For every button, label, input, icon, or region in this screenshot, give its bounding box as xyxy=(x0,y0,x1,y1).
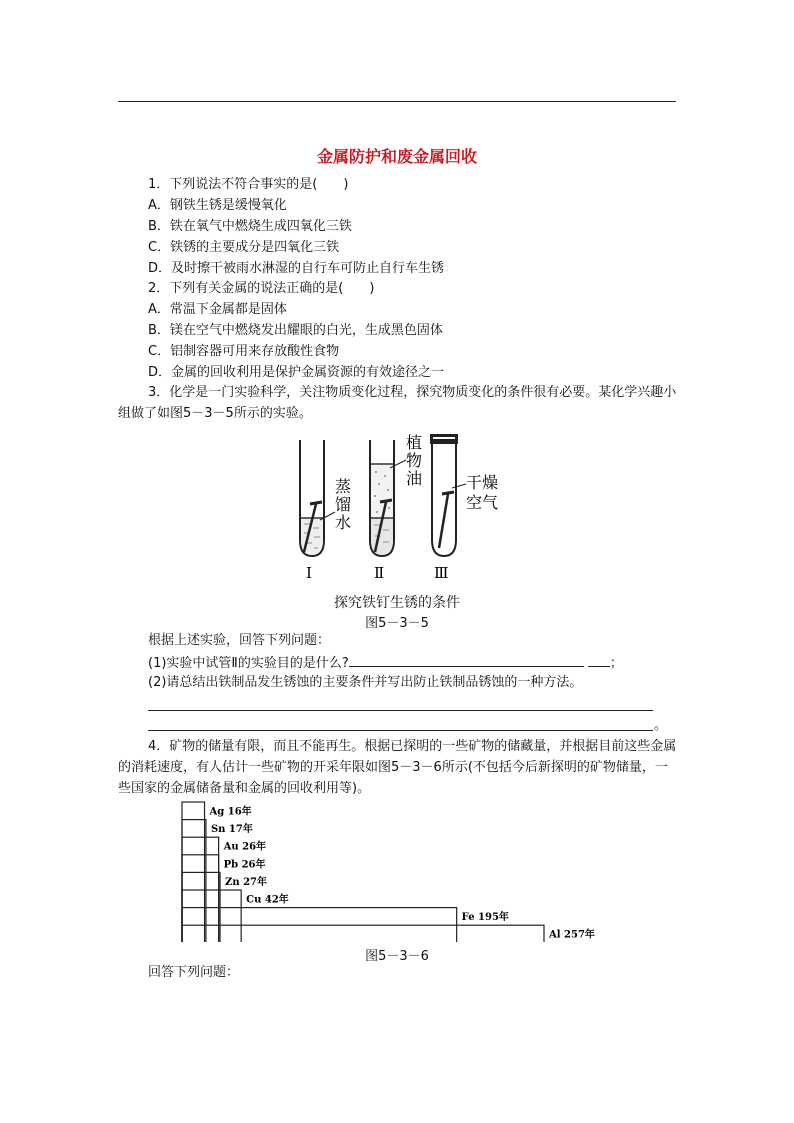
q2-stem: 2．下列有关金属的说法正确的是( ) xyxy=(148,281,375,296)
q1-option-d: D．及时擦干被雨水淋湿的自行车可防止自行车生锈 xyxy=(148,261,445,276)
q1-stem: 1．下列说法不符合事实的是( ) xyxy=(148,177,349,192)
q3-sub1-text: (1)实验中试管Ⅱ的实验目的是什么? xyxy=(148,656,349,671)
bar-label-cu: Cu 42年 xyxy=(246,894,289,906)
q1-option-b: B．铁在氧气中燃烧生成四氧化三铁 xyxy=(148,219,352,234)
q3-intro: 根据上述实验，回答下列问题： xyxy=(148,633,331,648)
test-tube-1 xyxy=(300,440,324,556)
label-distilled-water-3: 水 xyxy=(335,513,352,532)
label-dry-air-2: 空气 xyxy=(466,493,499,512)
q1-option-c: C．铁锈的主要成分是四氧化三铁 xyxy=(148,240,340,255)
answer-end-mark: 。 xyxy=(654,718,668,733)
bar-label-zn: Zn 27年 xyxy=(225,876,267,888)
bar-label-sn: Sn 17年 xyxy=(210,824,253,836)
q3-sub1-end: ； xyxy=(609,656,623,671)
bar-sn xyxy=(182,820,206,942)
header-rule xyxy=(118,101,676,102)
q3-sub1 xyxy=(148,654,623,672)
figure-caption: 探究铁钉生锈的条件 xyxy=(334,595,460,611)
tube-label-1: Ⅰ xyxy=(306,564,312,582)
test-tube-3 xyxy=(430,434,458,556)
answer-line-2[interactable] xyxy=(148,710,653,711)
label-dry-air-1: 干燥 xyxy=(466,473,499,492)
q4-after: 回答下列问题： xyxy=(148,965,240,980)
q1-option-a: A．钢铁生锈是缓慢氧化 xyxy=(148,198,287,213)
bar-al xyxy=(182,925,544,942)
q2-option-c: C．铝制容器可用来存放酸性食物 xyxy=(148,344,340,359)
bar-pb xyxy=(182,855,219,942)
label-vegetable-oil-2: 物 xyxy=(406,451,423,470)
iron-nail-3 xyxy=(439,494,448,548)
tube-label-2: Ⅱ xyxy=(374,564,385,582)
bar-cu xyxy=(182,890,241,942)
answer-line-3[interactable] xyxy=(148,730,653,731)
label-vegetable-oil-1: 植 xyxy=(406,433,423,452)
tube-label-3: Ⅲ xyxy=(434,564,449,582)
test-tube-2 xyxy=(370,440,394,556)
bar-label-fe: Fe 195年 xyxy=(461,912,509,924)
bar-label-ag: Ag 16年 xyxy=(209,806,252,818)
rust-experiment-figure xyxy=(290,432,510,582)
mining-years-chart xyxy=(176,798,616,942)
answer-blank-1b[interactable] xyxy=(588,654,610,667)
label-vegetable-oil-3: 油 xyxy=(406,469,423,488)
page-title: 金属防护和废金属回收 xyxy=(316,147,477,166)
q2-option-a: A．常温下金属都是固体 xyxy=(148,302,287,317)
q3-text: 3．化学是一门实验科学，关注物质变化过程，探究物质变化的条件很有必要。某化学兴趣小组做了如图5－3－5所示的实验。 xyxy=(118,385,677,421)
label-distilled-water-1: 蒸 xyxy=(335,477,352,496)
label-distilled-water-2: 馏 xyxy=(335,495,352,514)
q4-text: 4．矿物的储量有限，而且不能再生。根据已探明的一些矿物的储藏量，并根据目前这些金属的消耗速度，有人估计一些矿物的开采年限如图5－3－6所示(不包括今后新探明的矿物储量，一些国家的金属储备量和金属的回收利用等)。 xyxy=(118,739,677,796)
q2-option-b: B．镁在空气中燃烧发出耀眼的白光，生成黑色固体 xyxy=(148,323,443,338)
figure-number: 图5－3－5 xyxy=(365,616,429,631)
bar-label-au: Au 26年 xyxy=(223,841,267,853)
q3-sub2: (2)请总结出铁制品发生锈蚀的主要条件并写出防止铁制品锈蚀的一种方法。 xyxy=(148,675,583,690)
answer-blank-1[interactable] xyxy=(349,654,584,667)
bar-label-al: Al 257年 xyxy=(549,929,595,941)
chart-caption: 图5－3－6 xyxy=(365,949,429,964)
bar-label-pb: Pb 26年 xyxy=(223,859,266,871)
q2-option-d: D．金属的回收利用是保护金属资源的有效途径之一 xyxy=(148,365,445,380)
